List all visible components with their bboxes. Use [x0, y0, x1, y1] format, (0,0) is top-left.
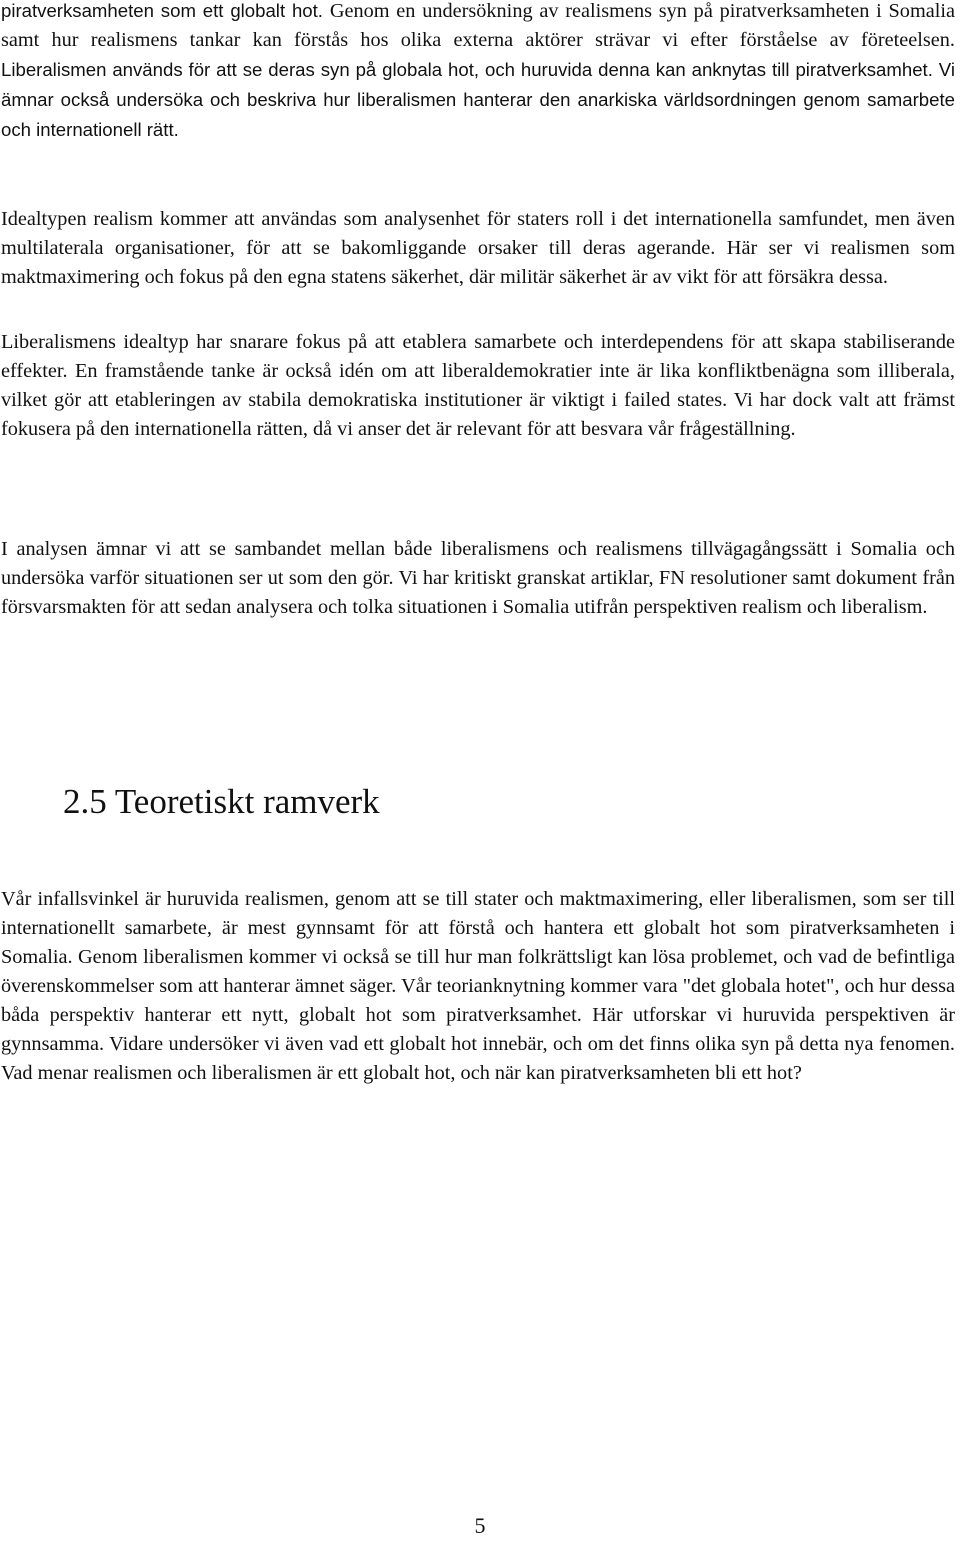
paragraph-realism — [1, 205, 955, 292]
paragraph-framework — [1, 885, 955, 1088]
text-segment: piratverksamheten som ett globalt hot. — [1, 0, 330, 21]
paragraph-liberalism — [1, 328, 955, 444]
text-segment: Genom en undersökning av realismens syn på piratverksamheten i Somalia samt hur realismens tankar kan förstås hos olika externa aktörer strävar vi efter förståelse av företeelsen. — [1, 0, 955, 51]
paragraph-intro — [1, 0, 955, 145]
text-segment: Liberalismens idealtyp har snarare fokus på att etablera samarbete och interdependens för att skapa stabiliserande effekter. En framstående tanke är också idén om att liberaldemokratier inte är lika konfliktbenägna som illiberala, vilket gör att etableringen av stabila demokratiska institutioner är viktigt i failed states. Vi har dock valt att främst fokusera på den internationella rätten, då vi anser det är relevant för att besvara vår frågeställning. — [1, 331, 955, 440]
paragraph-analysis — [1, 535, 955, 622]
text-segment: Idealtypen realism kommer att användas som analysenhet för staters roll i det internationella samfundet, men även multilaterala organisationer, för att se bakomliggande orsaker till deras agerande. Här ser vi realismen som maktmaximering och fokus på den egna statens säkerhet, där militär säkerhet är av vikt för att försäkra dessa. — [1, 208, 955, 288]
page-number-label: 5 — [474, 1513, 486, 1538]
section-heading: 2.5 Teoretiskt ramverk — [63, 782, 380, 821]
text-segment: Vår infallsvinkel är huruvida realismen, genom att se till stater och maktmaximering, eller liberalismen, som ser till internationellt samarbete, är mest gynnsamt för att förstå och hantera ett globalt hot som piratverksamheten i Somalia. Genom liberalismen kommer vi också se till hur man folkrättsligt kan lösa problemet, och vad de befintliga överenskommelser som att hanterar ämnet säger. Vår teorianknytning kommer vara "det globala hotet", och hur dessa båda perspektiv hanterar ett nytt, globalt hot som piratverksamhet. Här utforskar vi huruvida perspektiven är gynnsamma. Vidare undersöker vi även vad ett globalt hot innebär, och om det finns olika syn på detta nya fenomen. Vad menar realismen och liberalismen är ett globalt hot, och när kan piratverksamheten bli ett hot? — [1, 888, 955, 1084]
page-number — [0, 1513, 960, 1539]
text-segment: I analysen ämnar vi att se sambandet mellan både liberalismens och realismens tillvägagångssätt i Somalia och undersöka varför situationen ser ut som den gör. Vi har kritiskt granskat artiklar, FN resolutioner samt dokument från försvarsmakten för att sedan analysera och tolka situationen i Somalia utifrån perspektiven realism och liberalism. — [1, 538, 955, 618]
text-segment: Liberalismen används för att se deras syn på globala hot, och huruvida denna kan anknytas till piratverksamhet. Vi ämnar också undersöka och beskriva hur liberalismen hanterar den anarkiska världsordningen genom samarbete och internationell rätt. — [1, 59, 955, 140]
